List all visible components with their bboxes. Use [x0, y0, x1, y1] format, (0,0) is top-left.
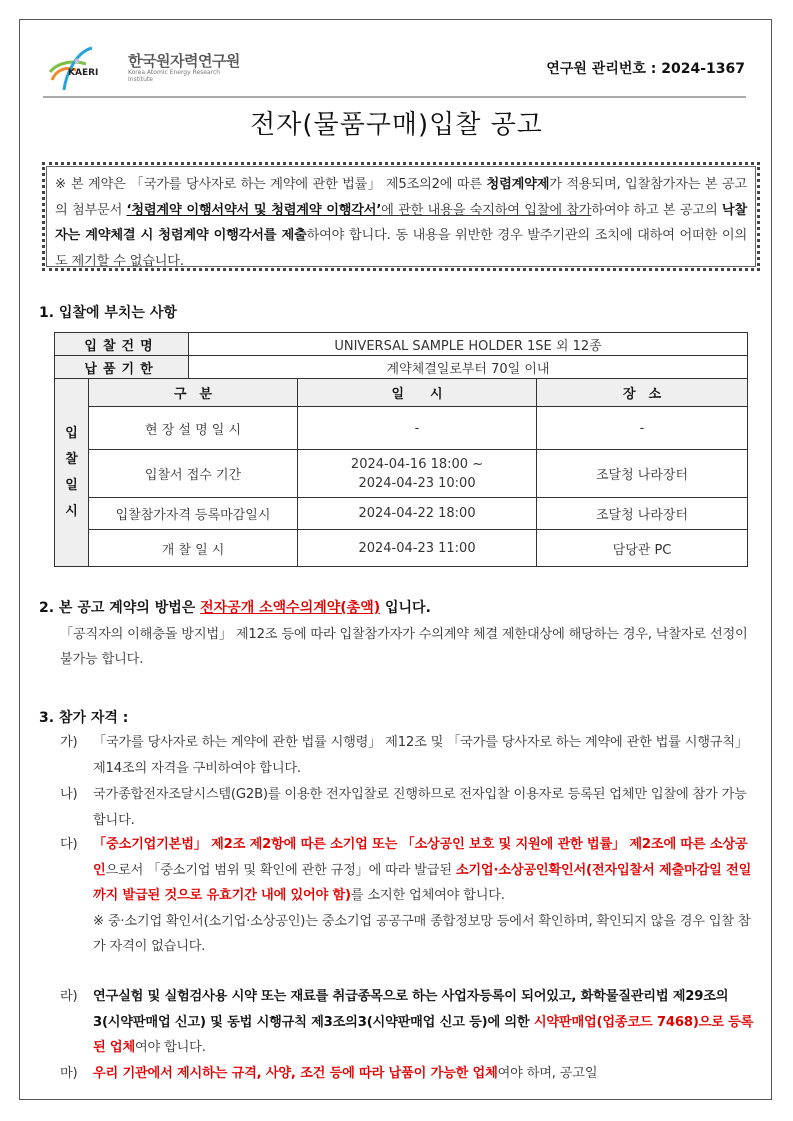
item-text: 국가종합전자조달시스템(G2B)를 이용한 전자입찰로 진행하므로 전자입찰 이용자로 등록된 업체만 입찰에 참가 가능합니다.	[93, 787, 747, 828]
page-title: 전자(물품구매)입찰 공고	[250, 110, 543, 140]
qualification-item-ga	[60, 730, 756, 781]
bid-info-table	[54, 332, 748, 567]
delivery-deadline-value: 계약체결일로부터 70일 이내	[189, 356, 748, 379]
table-row	[55, 407, 748, 450]
notice-text-3: 에 관한 내용을 숙지하여 입찰에 참가	[381, 202, 592, 218]
table-row	[55, 450, 748, 498]
schedule-header-row	[55, 379, 748, 407]
table-row-delivery	[55, 356, 748, 379]
notice-winner-requirement: 낙찰자는 계약체결 시 청렴계약 이행각서를 제출	[55, 202, 747, 243]
section2-heading	[39, 597, 431, 617]
certificate-highlight: 소기업·소상공인확인서(전자입찰서 제출마감일 전일까지 발급된 것으로 유효기간 내에 있어야 함)	[93, 862, 752, 903]
section2-heading-suffix: 입니다.	[380, 600, 431, 616]
qualification-item-da	[60, 832, 756, 960]
schedule-datetime-start: 2024-04-16 18:00 ~	[350, 456, 484, 472]
schedule-datetime: 2024-04-23 11:00	[298, 530, 537, 567]
section2-body: 「공직자의 이해충돌 방지법」 제12조 등에 따라 입찰참가자가 수의계약 체결 제한대상에 해당하는 경우, 낙찰자로 선정이 불가능 합니다.	[60, 627, 748, 667]
schedule-datetime: 2024-04-22 18:00	[298, 498, 537, 530]
logo-name-ko: 한국원자력연구원	[128, 52, 240, 70]
column-header-datetime: 일 시	[298, 379, 537, 407]
table-row-bid-name	[55, 333, 748, 356]
side-char: 입	[65, 425, 78, 441]
column-header-place: 장 소	[537, 379, 748, 407]
column-header-category: 구 분	[89, 379, 298, 407]
notice-text-4: 하여야 하고 본 공고의	[591, 202, 722, 218]
section1-heading: 1. 입찰에 부치는 사항	[39, 305, 177, 321]
schedule-category: 입찰서 접수 기간	[89, 450, 298, 498]
item-marker: 다)	[60, 837, 78, 852]
item-text	[93, 832, 756, 909]
schedule-datetime	[298, 450, 537, 498]
item-text: 「국가를 당사자로 하는 계약에 관한 법률 시행령」 제12조 및 「국가를 당사자로 하는 계약에 관한 법률 시행규칙」 제14조의 자격을 구비하여야 합니다.	[93, 735, 748, 776]
integrity-notice-box	[42, 162, 760, 271]
logo-name-en: Korea Atomic Energy Research Institute	[128, 69, 221, 83]
small-business-law-highlight: 「중소기업기본법」 제2조 제2항에 따른 소기업 또는 「소상공인 보호 및 지원에 관한 법률」 제2조에 따른 소상공인	[93, 837, 748, 878]
reagent-sales-highlight: 시약판매업(업종코드 7468)으로 등록된 업체	[93, 1014, 754, 1055]
qualification-item-na	[60, 782, 756, 833]
notice-text-2: 가 적용되며, 입찰참가자는 본 공고의 첨부문서	[55, 177, 747, 218]
table-row	[55, 498, 748, 530]
table-row	[55, 530, 748, 567]
header-divider	[43, 96, 746, 98]
item-marker: 라)	[60, 989, 78, 1004]
management-number: 연구원 관리번호 : 2024-1367	[546, 61, 745, 77]
spec-compliance-highlight: 우리 기관에서 제시하는 규격, 사양, 조건 등에 따라 납품이 가능한 업체	[93, 1066, 498, 1081]
side-char: 일	[65, 477, 78, 493]
logo-abbr: KAERI	[68, 68, 99, 78]
item-marker: 마)	[60, 1066, 78, 1081]
schedule-category: 현 장 설 명 일 시	[89, 407, 298, 450]
schedule-datetime: -	[298, 407, 537, 450]
delivery-deadline-label: 납품기한	[55, 356, 189, 379]
item-marker: 나)	[60, 787, 78, 802]
qualification-item-ra	[60, 984, 756, 1061]
schedule-datetime-end: 2024-04-23 10:00	[358, 475, 476, 491]
schedule-category: 입찰참가자격 등록마감일시	[89, 498, 298, 530]
item-text	[93, 984, 756, 1061]
bid-name-value: UNIVERSAL SAMPLE HOLDER 1SE 외 12종	[189, 333, 748, 356]
contract-method-highlight: 전자공개 소액수의계약(총액)	[200, 600, 381, 616]
notice-attachment-title: ‘청렴계약 이행서약서 및 청렴계약 이행각서’	[126, 202, 382, 218]
side-char: 찰	[65, 451, 78, 467]
bid-schedule-side-label	[55, 379, 89, 567]
business-registration-requirement: 연구실험 및 실험검사용 시약 또는 재료를 취급종목으로 하는 사업자등록이 되어있고, 화학물질관리법 제29조의 3(시약판매업 신고) 및 동법 시행규칙 제3조의3(시약판매업 신고 등)에 의한	[93, 989, 729, 1030]
item-text-part: 를 소지한 업체여야 합니다.	[350, 888, 505, 903]
item-marker: 가)	[60, 735, 78, 750]
schedule-place: 조달청 나라장터	[537, 450, 748, 498]
notice-text-5: 하여야 합니다. 동 내용을 위반한 경우 발주기관의 조치에 대하여 어떠한 이의도 제기할 수 없습니다.	[55, 228, 747, 269]
schedule-place: -	[537, 407, 748, 450]
bid-name-label: 입찰건명	[55, 333, 189, 356]
notice-integrity-contract: 청렴계약제	[486, 177, 550, 192]
section3-heading: 3. 참가 자격 :	[39, 710, 129, 726]
notice-text-1: ※ 본 계약은 「국가를 당사자로 하는 계약에 관한 법률」 제5조의2에 따른	[55, 177, 487, 192]
item-text	[93, 1061, 756, 1087]
qualification-item-ma	[60, 1061, 756, 1087]
schedule-place: 담당관 PC	[537, 530, 748, 567]
schedule-place: 조달청 나라장터	[537, 498, 748, 530]
item-note: ※ 중·소기업 확인서(소기업·소상공인)는 중소기업 공공구매 종합정보망 등에서 확인하며, 확인되지 않을 경우 입찰 참가 자격이 없습니다.	[93, 913, 751, 954]
section2-heading-prefix: 2. 본 공고 계약의 방법은	[39, 600, 201, 616]
item-text-part: 여야 합니다.	[135, 1040, 206, 1055]
item-text-part: 여야 하며, 공고일	[497, 1066, 598, 1081]
kaeri-logo	[46, 44, 246, 94]
integrity-notice-text	[46, 166, 756, 267]
schedule-category: 개 찰 일 시	[89, 530, 298, 567]
item-text-part: 으로서 「중소기업 범위 및 확인에 관한 규정」에 따라 발급된	[105, 862, 456, 878]
side-char: 시	[65, 503, 78, 519]
